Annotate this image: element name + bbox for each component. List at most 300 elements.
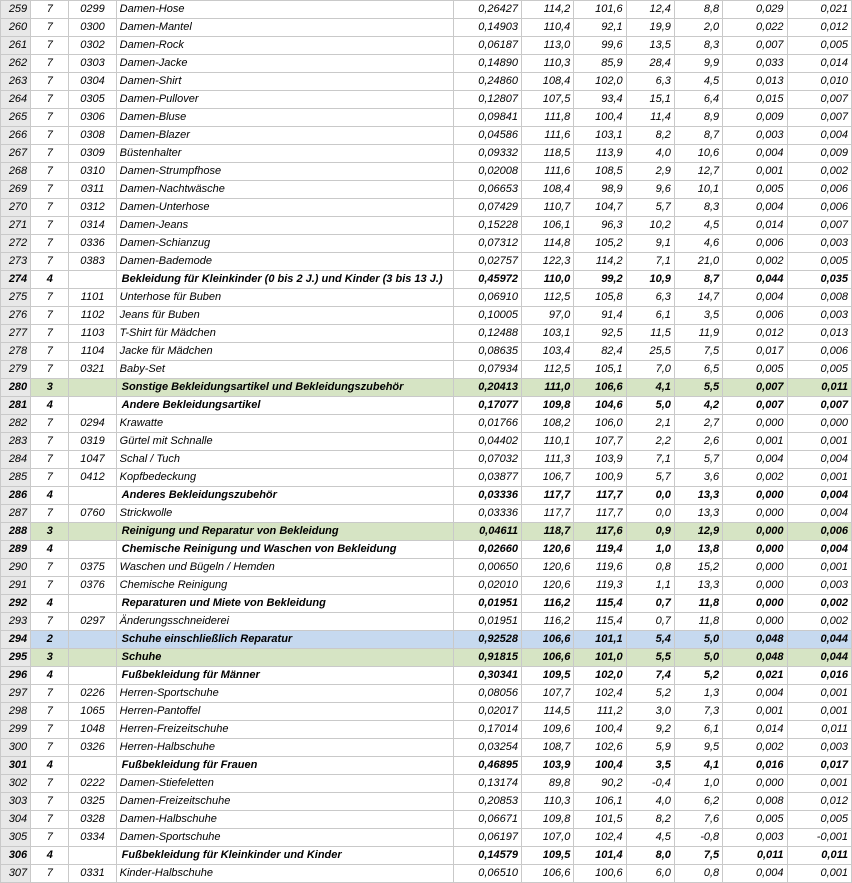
- index-current-cell[interactable]: 110,7: [522, 199, 574, 217]
- contribution-a-cell[interactable]: 0,004: [723, 451, 787, 469]
- contribution-b-cell[interactable]: -0,001: [787, 829, 851, 847]
- code-cell[interactable]: 1103: [69, 325, 116, 343]
- change-b-cell[interactable]: 15,2: [674, 559, 722, 577]
- weight-cell[interactable]: 0,20853: [453, 793, 521, 811]
- change-b-cell[interactable]: 4,5: [674, 217, 722, 235]
- row-header-cell[interactable]: 290: [1, 559, 31, 577]
- table-row[interactable]: [1, 253, 852, 271]
- row-header-cell[interactable]: 260: [1, 19, 31, 37]
- code-cell[interactable]: 0310: [69, 163, 116, 181]
- contribution-b-cell[interactable]: 0,001: [787, 469, 851, 487]
- change-b-cell[interactable]: 1,3: [674, 685, 722, 703]
- change-b-cell[interactable]: 13,3: [674, 487, 722, 505]
- row-header-cell[interactable]: 298: [1, 703, 31, 721]
- code-cell[interactable]: [69, 757, 116, 775]
- contribution-b-cell[interactable]: 0,001: [787, 433, 851, 451]
- table-row[interactable]: [1, 109, 852, 127]
- contribution-a-cell[interactable]: 0,006: [723, 307, 787, 325]
- table-row[interactable]: [1, 505, 852, 523]
- table-row[interactable]: [1, 1, 852, 19]
- table-row[interactable]: [1, 649, 852, 667]
- table-row[interactable]: [1, 523, 852, 541]
- table-row[interactable]: [1, 235, 852, 253]
- contribution-a-cell[interactable]: 0,000: [723, 505, 787, 523]
- index-current-cell[interactable]: 107,7: [522, 685, 574, 703]
- index-current-cell[interactable]: 108,4: [522, 73, 574, 91]
- row-header-cell[interactable]: 287: [1, 505, 31, 523]
- weight-cell[interactable]: 0,02660: [453, 541, 521, 559]
- change-b-cell[interactable]: 4,1: [674, 757, 722, 775]
- level-cell[interactable]: 7: [31, 361, 69, 379]
- contribution-b-cell[interactable]: 0,007: [787, 217, 851, 235]
- table-row[interactable]: [1, 91, 852, 109]
- code-cell[interactable]: 0303: [69, 55, 116, 73]
- row-header-cell[interactable]: 266: [1, 127, 31, 145]
- contribution-a-cell[interactable]: 0,021: [723, 667, 787, 685]
- label-cell[interactable]: Chemische Reinigung: [116, 577, 453, 595]
- row-header-cell[interactable]: 305: [1, 829, 31, 847]
- change-a-cell[interactable]: 5,9: [626, 739, 674, 757]
- level-cell[interactable]: 4: [31, 271, 69, 289]
- table-row[interactable]: [1, 415, 852, 433]
- weight-cell[interactable]: 0,04611: [453, 523, 521, 541]
- index-previous-cell[interactable]: 105,8: [574, 289, 626, 307]
- label-cell[interactable]: Damen-Bademode: [116, 253, 453, 271]
- index-previous-cell[interactable]: 104,6: [574, 397, 626, 415]
- row-header-cell[interactable]: 288: [1, 523, 31, 541]
- change-a-cell[interactable]: 7,1: [626, 253, 674, 271]
- weight-cell[interactable]: 0,01951: [453, 595, 521, 613]
- contribution-b-cell[interactable]: 0,005: [787, 37, 851, 55]
- index-previous-cell[interactable]: 100,4: [574, 757, 626, 775]
- change-b-cell[interactable]: 7,5: [674, 847, 722, 865]
- contribution-a-cell[interactable]: 0,000: [723, 541, 787, 559]
- code-cell[interactable]: 0760: [69, 505, 116, 523]
- row-header-cell[interactable]: 300: [1, 739, 31, 757]
- change-a-cell[interactable]: 5,4: [626, 631, 674, 649]
- index-current-cell[interactable]: 111,6: [522, 127, 574, 145]
- index-current-cell[interactable]: 120,6: [522, 559, 574, 577]
- level-cell[interactable]: 2: [31, 631, 69, 649]
- index-current-cell[interactable]: 118,5: [522, 145, 574, 163]
- change-a-cell[interactable]: 3,5: [626, 757, 674, 775]
- contribution-a-cell[interactable]: 0,000: [723, 577, 787, 595]
- label-cell[interactable]: Herren-Pantoffel: [116, 703, 453, 721]
- index-current-cell[interactable]: 108,2: [522, 415, 574, 433]
- contribution-b-cell[interactable]: 0,010: [787, 73, 851, 91]
- change-a-cell[interactable]: 11,4: [626, 109, 674, 127]
- index-current-cell[interactable]: 112,5: [522, 289, 574, 307]
- row-header-cell[interactable]: 259: [1, 1, 31, 19]
- row-header-cell[interactable]: 278: [1, 343, 31, 361]
- row-header-cell[interactable]: 284: [1, 451, 31, 469]
- table-row[interactable]: [1, 667, 852, 685]
- contribution-b-cell[interactable]: 0,001: [787, 559, 851, 577]
- row-header-cell[interactable]: 306: [1, 847, 31, 865]
- index-previous-cell[interactable]: 101,4: [574, 847, 626, 865]
- row-header-cell[interactable]: 276: [1, 307, 31, 325]
- weight-cell[interactable]: 0,06510: [453, 865, 521, 883]
- code-cell[interactable]: [69, 595, 116, 613]
- index-previous-cell[interactable]: 106,6: [574, 379, 626, 397]
- code-cell[interactable]: [69, 847, 116, 865]
- change-b-cell[interactable]: 4,6: [674, 235, 722, 253]
- weight-cell[interactable]: 0,45972: [453, 271, 521, 289]
- change-a-cell[interactable]: 7,1: [626, 451, 674, 469]
- label-cell[interactable]: Damen-Schianzug: [116, 235, 453, 253]
- weight-cell[interactable]: 0,03254: [453, 739, 521, 757]
- contribution-a-cell[interactable]: 0,000: [723, 523, 787, 541]
- change-b-cell[interactable]: 11,8: [674, 595, 722, 613]
- label-cell[interactable]: Kinder-Halbschuhe: [116, 865, 453, 883]
- row-header-cell[interactable]: 294: [1, 631, 31, 649]
- contribution-a-cell[interactable]: 0,001: [723, 703, 787, 721]
- contribution-a-cell[interactable]: 0,014: [723, 721, 787, 739]
- contribution-a-cell[interactable]: 0,014: [723, 217, 787, 235]
- level-cell[interactable]: 4: [31, 757, 69, 775]
- level-cell[interactable]: 7: [31, 343, 69, 361]
- contribution-a-cell[interactable]: 0,007: [723, 37, 787, 55]
- weight-cell[interactable]: 0,08056: [453, 685, 521, 703]
- index-current-cell[interactable]: 106,7: [522, 469, 574, 487]
- index-previous-cell[interactable]: 102,4: [574, 685, 626, 703]
- contribution-a-cell[interactable]: 0,011: [723, 847, 787, 865]
- change-a-cell[interactable]: 13,5: [626, 37, 674, 55]
- level-cell[interactable]: 7: [31, 451, 69, 469]
- weight-cell[interactable]: 0,09332: [453, 145, 521, 163]
- index-current-cell[interactable]: 117,7: [522, 487, 574, 505]
- label-cell[interactable]: Damen-Pullover: [116, 91, 453, 109]
- change-b-cell[interactable]: 8,7: [674, 127, 722, 145]
- row-header-cell[interactable]: 262: [1, 55, 31, 73]
- label-cell[interactable]: Sonstige Bekleidungsartikel und Bekleidungszubehör: [116, 379, 453, 397]
- change-b-cell[interactable]: 8,3: [674, 199, 722, 217]
- label-cell[interactable]: Schuhe: [116, 649, 453, 667]
- weight-cell[interactable]: 0,06197: [453, 829, 521, 847]
- label-cell[interactable]: Damen-Jeans: [116, 217, 453, 235]
- table-row[interactable]: [1, 721, 852, 739]
- contribution-a-cell[interactable]: 0,008: [723, 793, 787, 811]
- level-cell[interactable]: 7: [31, 613, 69, 631]
- contribution-a-cell[interactable]: 0,017: [723, 343, 787, 361]
- change-a-cell[interactable]: 4,5: [626, 829, 674, 847]
- change-a-cell[interactable]: 11,5: [626, 325, 674, 343]
- contribution-a-cell[interactable]: 0,004: [723, 685, 787, 703]
- contribution-b-cell[interactable]: 0,017: [787, 757, 851, 775]
- change-b-cell[interactable]: 2,6: [674, 433, 722, 451]
- level-cell[interactable]: 4: [31, 487, 69, 505]
- label-cell[interactable]: Reinigung und Reparatur von Bekleidung: [116, 523, 453, 541]
- contribution-a-cell[interactable]: 0,007: [723, 379, 787, 397]
- code-cell[interactable]: 0305: [69, 91, 116, 109]
- change-a-cell[interactable]: 4,1: [626, 379, 674, 397]
- code-cell[interactable]: 1101: [69, 289, 116, 307]
- table-row[interactable]: [1, 163, 852, 181]
- change-b-cell[interactable]: 13,8: [674, 541, 722, 559]
- index-current-cell[interactable]: 110,3: [522, 793, 574, 811]
- index-previous-cell[interactable]: 117,7: [574, 505, 626, 523]
- level-cell[interactable]: 7: [31, 829, 69, 847]
- index-previous-cell[interactable]: 102,4: [574, 829, 626, 847]
- change-b-cell[interactable]: 13,3: [674, 505, 722, 523]
- level-cell[interactable]: 7: [31, 91, 69, 109]
- label-cell[interactable]: Damen-Stiefeletten: [116, 775, 453, 793]
- code-cell[interactable]: 1102: [69, 307, 116, 325]
- index-previous-cell[interactable]: 98,9: [574, 181, 626, 199]
- contribution-a-cell[interactable]: 0,048: [723, 649, 787, 667]
- change-a-cell[interactable]: 0,8: [626, 559, 674, 577]
- row-header-cell[interactable]: 303: [1, 793, 31, 811]
- index-current-cell[interactable]: 111,0: [522, 379, 574, 397]
- index-previous-cell[interactable]: 115,4: [574, 595, 626, 613]
- index-current-cell[interactable]: 110,3: [522, 55, 574, 73]
- row-header-cell[interactable]: 273: [1, 253, 31, 271]
- weight-cell[interactable]: 0,01766: [453, 415, 521, 433]
- code-cell[interactable]: 0302: [69, 37, 116, 55]
- change-a-cell[interactable]: 1,1: [626, 577, 674, 595]
- index-current-cell[interactable]: 103,1: [522, 325, 574, 343]
- index-current-cell[interactable]: 114,5: [522, 703, 574, 721]
- code-cell[interactable]: 0375: [69, 559, 116, 577]
- contribution-a-cell[interactable]: 0,004: [723, 865, 787, 883]
- label-cell[interactable]: Unterhose für Buben: [116, 289, 453, 307]
- contribution-a-cell[interactable]: 0,000: [723, 487, 787, 505]
- change-a-cell[interactable]: 6,0: [626, 865, 674, 883]
- code-cell[interactable]: [69, 541, 116, 559]
- contribution-a-cell[interactable]: 0,000: [723, 415, 787, 433]
- level-cell[interactable]: 4: [31, 667, 69, 685]
- level-cell[interactable]: 7: [31, 739, 69, 757]
- change-a-cell[interactable]: 8,2: [626, 811, 674, 829]
- index-current-cell[interactable]: 113,0: [522, 37, 574, 55]
- row-header-cell[interactable]: 289: [1, 541, 31, 559]
- change-a-cell[interactable]: 25,5: [626, 343, 674, 361]
- contribution-a-cell[interactable]: 0,000: [723, 559, 787, 577]
- row-header-cell[interactable]: 285: [1, 469, 31, 487]
- weight-cell[interactable]: 0,06653: [453, 181, 521, 199]
- contribution-a-cell[interactable]: 0,000: [723, 775, 787, 793]
- level-cell[interactable]: 7: [31, 55, 69, 73]
- row-header-cell[interactable]: 263: [1, 73, 31, 91]
- level-cell[interactable]: 7: [31, 685, 69, 703]
- level-cell[interactable]: 7: [31, 181, 69, 199]
- weight-cell[interactable]: 0,00650: [453, 559, 521, 577]
- code-cell[interactable]: 0226: [69, 685, 116, 703]
- index-current-cell[interactable]: 109,5: [522, 667, 574, 685]
- row-header-cell[interactable]: 291: [1, 577, 31, 595]
- change-a-cell[interactable]: 5,7: [626, 469, 674, 487]
- row-header-cell[interactable]: 292: [1, 595, 31, 613]
- code-cell[interactable]: [69, 271, 116, 289]
- code-cell[interactable]: 0331: [69, 865, 116, 883]
- change-b-cell[interactable]: 10,1: [674, 181, 722, 199]
- table-row[interactable]: [1, 829, 852, 847]
- contribution-b-cell[interactable]: 0,014: [787, 55, 851, 73]
- label-cell[interactable]: Schuhe einschließlich Reparatur: [116, 631, 453, 649]
- weight-cell[interactable]: 0,14890: [453, 55, 521, 73]
- label-cell[interactable]: Chemische Reinigung und Waschen von Bekleidung: [116, 541, 453, 559]
- weight-cell[interactable]: 0,02008: [453, 163, 521, 181]
- weight-cell[interactable]: 0,02017: [453, 703, 521, 721]
- level-cell[interactable]: 7: [31, 577, 69, 595]
- contribution-b-cell[interactable]: 0,004: [787, 505, 851, 523]
- change-a-cell[interactable]: 8,2: [626, 127, 674, 145]
- contribution-b-cell[interactable]: 0,004: [787, 487, 851, 505]
- index-previous-cell[interactable]: 82,4: [574, 343, 626, 361]
- level-cell[interactable]: 7: [31, 307, 69, 325]
- level-cell[interactable]: 7: [31, 235, 69, 253]
- level-cell[interactable]: 7: [31, 793, 69, 811]
- change-b-cell[interactable]: 5,5: [674, 379, 722, 397]
- index-previous-cell[interactable]: 99,6: [574, 37, 626, 55]
- weight-cell[interactable]: 0,17077: [453, 397, 521, 415]
- contribution-a-cell[interactable]: 0,013: [723, 73, 787, 91]
- row-header-cell[interactable]: 296: [1, 667, 31, 685]
- change-b-cell[interactable]: 12,7: [674, 163, 722, 181]
- index-previous-cell[interactable]: 93,4: [574, 91, 626, 109]
- table-row[interactable]: [1, 37, 852, 55]
- level-cell[interactable]: 7: [31, 73, 69, 91]
- row-header-cell[interactable]: 297: [1, 685, 31, 703]
- index-previous-cell[interactable]: 105,1: [574, 361, 626, 379]
- contribution-b-cell[interactable]: 0,002: [787, 595, 851, 613]
- index-previous-cell[interactable]: 103,1: [574, 127, 626, 145]
- change-a-cell[interactable]: 7,4: [626, 667, 674, 685]
- index-current-cell[interactable]: 110,0: [522, 271, 574, 289]
- table-row[interactable]: [1, 631, 852, 649]
- change-b-cell[interactable]: 14,7: [674, 289, 722, 307]
- row-header-cell[interactable]: 281: [1, 397, 31, 415]
- change-a-cell[interactable]: 4,0: [626, 145, 674, 163]
- index-previous-cell[interactable]: 106,1: [574, 793, 626, 811]
- contribution-b-cell[interactable]: 0,001: [787, 685, 851, 703]
- index-current-cell[interactable]: 120,6: [522, 541, 574, 559]
- index-previous-cell[interactable]: 101,1: [574, 631, 626, 649]
- contribution-a-cell[interactable]: 0,001: [723, 163, 787, 181]
- weight-cell[interactable]: 0,01951: [453, 613, 521, 631]
- index-previous-cell[interactable]: 85,9: [574, 55, 626, 73]
- weight-cell[interactable]: 0,07934: [453, 361, 521, 379]
- row-header-cell[interactable]: 283: [1, 433, 31, 451]
- code-cell[interactable]: 0319: [69, 433, 116, 451]
- index-previous-cell[interactable]: 108,5: [574, 163, 626, 181]
- row-header-cell[interactable]: 302: [1, 775, 31, 793]
- change-b-cell[interactable]: 8,3: [674, 37, 722, 55]
- row-header-cell[interactable]: 286: [1, 487, 31, 505]
- label-cell[interactable]: Damen-Unterhose: [116, 199, 453, 217]
- code-cell[interactable]: 0325: [69, 793, 116, 811]
- change-b-cell[interactable]: 13,3: [674, 577, 722, 595]
- label-cell[interactable]: Schal / Tuch: [116, 451, 453, 469]
- change-b-cell[interactable]: 8,9: [674, 109, 722, 127]
- table-row[interactable]: [1, 469, 852, 487]
- table-row[interactable]: [1, 73, 852, 91]
- table-row[interactable]: [1, 739, 852, 757]
- change-b-cell[interactable]: 11,9: [674, 325, 722, 343]
- label-cell[interactable]: Damen-Bluse: [116, 109, 453, 127]
- row-header-cell[interactable]: 299: [1, 721, 31, 739]
- table-row[interactable]: [1, 343, 852, 361]
- index-current-cell[interactable]: 120,6: [522, 577, 574, 595]
- index-previous-cell[interactable]: 119,6: [574, 559, 626, 577]
- index-current-cell[interactable]: 110,1: [522, 433, 574, 451]
- change-a-cell[interactable]: 0,7: [626, 595, 674, 613]
- table-row[interactable]: [1, 361, 852, 379]
- index-current-cell[interactable]: 97,0: [522, 307, 574, 325]
- index-current-cell[interactable]: 114,2: [522, 1, 574, 19]
- level-cell[interactable]: 7: [31, 145, 69, 163]
- change-a-cell[interactable]: 2,1: [626, 415, 674, 433]
- index-current-cell[interactable]: 122,3: [522, 253, 574, 271]
- change-b-cell[interactable]: 12,9: [674, 523, 722, 541]
- code-cell[interactable]: 1048: [69, 721, 116, 739]
- change-a-cell[interactable]: 0,0: [626, 487, 674, 505]
- index-previous-cell[interactable]: 102,0: [574, 667, 626, 685]
- code-cell[interactable]: 0304: [69, 73, 116, 91]
- weight-cell[interactable]: 0,15228: [453, 217, 521, 235]
- index-current-cell[interactable]: 109,8: [522, 397, 574, 415]
- label-cell[interactable]: Kopfbedeckung: [116, 469, 453, 487]
- change-a-cell[interactable]: 6,1: [626, 307, 674, 325]
- index-previous-cell[interactable]: 104,7: [574, 199, 626, 217]
- index-previous-cell[interactable]: 100,4: [574, 721, 626, 739]
- index-previous-cell[interactable]: 101,6: [574, 1, 626, 19]
- index-previous-cell[interactable]: 92,1: [574, 19, 626, 37]
- level-cell[interactable]: 7: [31, 289, 69, 307]
- level-cell[interactable]: 7: [31, 163, 69, 181]
- label-cell[interactable]: Damen-Halbschuhe: [116, 811, 453, 829]
- index-previous-cell[interactable]: 92,5: [574, 325, 626, 343]
- change-a-cell[interactable]: 9,2: [626, 721, 674, 739]
- index-previous-cell[interactable]: 100,9: [574, 469, 626, 487]
- contribution-b-cell[interactable]: 0,002: [787, 163, 851, 181]
- index-previous-cell[interactable]: 100,4: [574, 109, 626, 127]
- contribution-a-cell[interactable]: 0,004: [723, 145, 787, 163]
- contribution-a-cell[interactable]: 0,004: [723, 199, 787, 217]
- code-cell[interactable]: 1104: [69, 343, 116, 361]
- label-cell[interactable]: Damen-Freizeitschuhe: [116, 793, 453, 811]
- contribution-b-cell[interactable]: 0,007: [787, 91, 851, 109]
- index-current-cell[interactable]: 116,2: [522, 595, 574, 613]
- label-cell[interactable]: Bekleidung für Kleinkinder (0 bis 2 J.) und Kinder (3 bis 13 J.): [116, 271, 453, 289]
- contribution-a-cell[interactable]: 0,005: [723, 361, 787, 379]
- row-header-cell[interactable]: 264: [1, 91, 31, 109]
- contribution-b-cell[interactable]: 0,006: [787, 523, 851, 541]
- weight-cell[interactable]: 0,07032: [453, 451, 521, 469]
- weight-cell[interactable]: 0,09841: [453, 109, 521, 127]
- contribution-a-cell[interactable]: 0,012: [723, 325, 787, 343]
- weight-cell[interactable]: 0,04402: [453, 433, 521, 451]
- row-header-cell[interactable]: 268: [1, 163, 31, 181]
- code-cell[interactable]: [69, 487, 116, 505]
- label-cell[interactable]: Jeans für Buben: [116, 307, 453, 325]
- contribution-a-cell[interactable]: 0,006: [723, 235, 787, 253]
- contribution-a-cell[interactable]: 0,000: [723, 595, 787, 613]
- code-cell[interactable]: 0306: [69, 109, 116, 127]
- weight-cell[interactable]: 0,06671: [453, 811, 521, 829]
- weight-cell[interactable]: 0,03336: [453, 487, 521, 505]
- level-cell[interactable]: 7: [31, 505, 69, 523]
- label-cell[interactable]: Krawatte: [116, 415, 453, 433]
- weight-cell[interactable]: 0,03336: [453, 505, 521, 523]
- change-b-cell[interactable]: 2,0: [674, 19, 722, 37]
- code-cell[interactable]: [69, 631, 116, 649]
- contribution-b-cell[interactable]: 0,004: [787, 451, 851, 469]
- weight-cell[interactable]: 0,13174: [453, 775, 521, 793]
- weight-cell[interactable]: 0,20413: [453, 379, 521, 397]
- change-a-cell[interactable]: 1,0: [626, 541, 674, 559]
- weight-cell[interactable]: 0,46895: [453, 757, 521, 775]
